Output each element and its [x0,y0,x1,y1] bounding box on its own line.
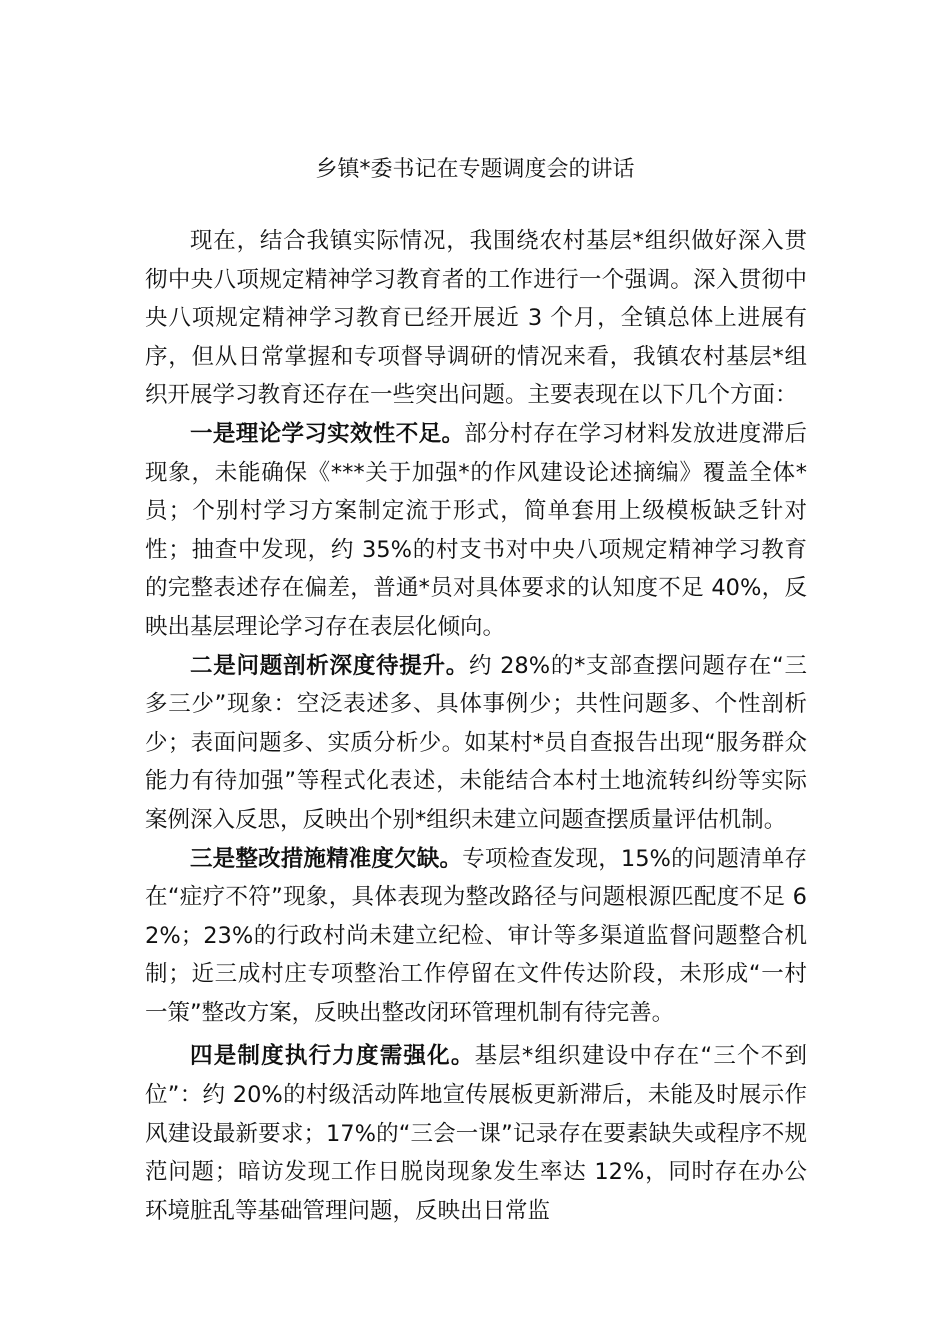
section-text-3: 专项检查发现，15%的问题清单存在“症疗不符”现象，具体表现为整改路径与问题根源匹配度不足 62%；23%的行政村尚未建立纪检、审计等多渠道监督问题整合机制；近三成村庄专项整治工作停留在文件传达阶段，未形成“一村一策”整改方案，反映出整改闭环管理机制有待完善。 [145,845,807,1026]
section-lead-2: 二是问题剖析深度待提升。 [190,652,469,679]
section-text-2: 约 28%的*支部查摆问题存在“三多三少”现象：空泛表述多、具体事例少；共性问题多、个性剖析少；表面问题多、实质分析少。如某村*员自查报告出现“服务群众能力有待加强”等程式化表述，未能结合本村土地流转纠纷等实际案例深入反思，反映出个别*组织未建立问题查摆质量评估机制。 [145,652,807,833]
section-paragraph-1 [145,415,807,647]
document-body [145,222,807,1230]
section-text-4: 基层*组织建设中存在“三个不到位”：约 20%的村级活动阵地宣传展板更新滞后，未能及时展示作风建设最新要求；17%的“三会一课”记录存在要素缺失或程序不规范问题；暗访发现工作日脱岗现象发生率达 12%，同时存在办公环境脏乱等基础管理问题，反映出日常监 [145,1043,807,1224]
section-text-1: 部分村存在学习材料发放进度滞后现象，未能确保《***关于加强*的作风建设论述摘编》覆盖全体*员；个别村学习方案制定流于形式，简单套用上级模板缺乏针对性；抽查中发现，约 35%的村支书对中央八项规定精神学习教育的完整表述存在偏差，普通*员对具体要求的认知度不足 40%，反映出基层理论学习存在表层化倾向。 [145,420,807,640]
section-paragraph-4 [145,1037,807,1230]
intro-paragraph: 现在，结合我镇实际情况，我围绕农村基层*组织做好深入贯彻中央八项规定精神学习教育者的工作进行一个强调。深入贯彻中央八项规定精神学习教育已经开展近 3 个月，全镇总体上进展有序，但从日常掌握和专项督导调研的情况来看，我镇农村基层*组织开展学习教育还存在一些突出问题。主要表现在以下几个方面： [145,228,807,409]
section-lead-4: 四是制度执行力度需强化。 [190,1043,475,1070]
section-paragraph-3 [145,840,807,1033]
section-lead-3: 三是整改措施精准度欠缺。 [190,845,463,872]
section-lead-1: 一是理论学习实效性不足。 [190,420,465,447]
section-paragraph-2 [145,647,807,840]
document-title: 乡镇*委书记在专题调度会的讲话 [315,157,635,182]
